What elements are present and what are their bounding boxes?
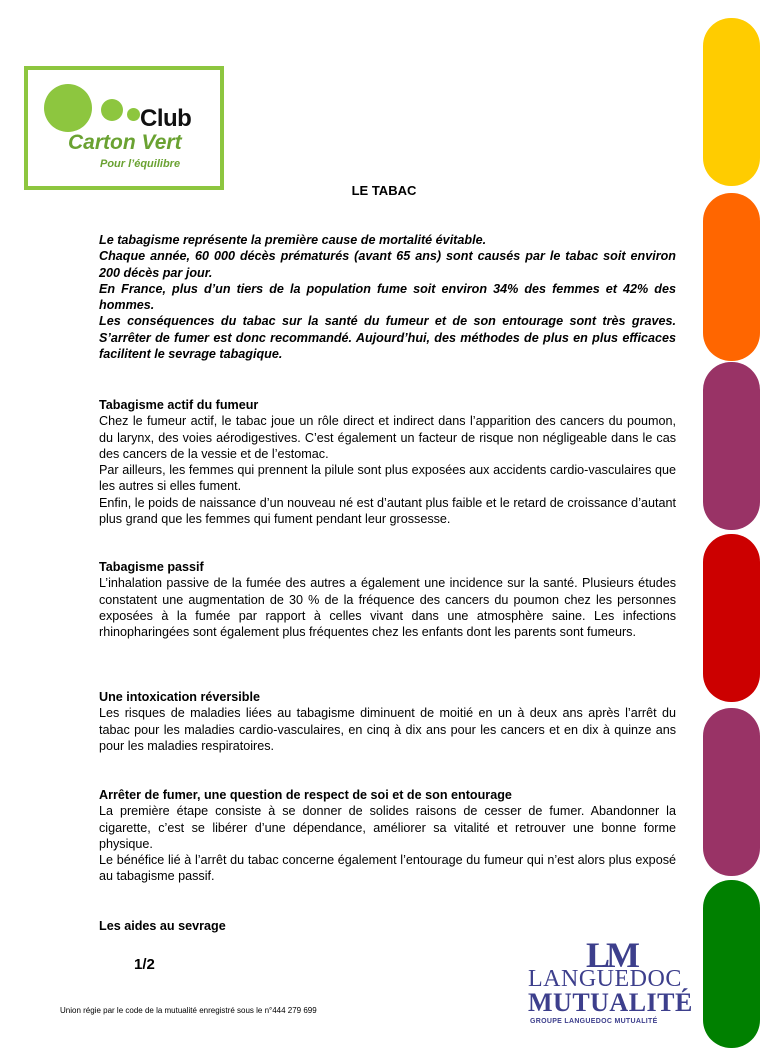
logo-club-text: Club <box>140 105 192 132</box>
logo-dot-medium <box>101 99 123 121</box>
footer-legal: Union régie par le code de la mutualité enregistré sous le n°444 279 699 <box>60 1006 317 1015</box>
section-aides-sevrage <box>99 918 676 934</box>
brand-line-2: MUTUALITÉ <box>528 988 693 1017</box>
section-paragraph: Le bénéfice lié à l’arrêt du tabac concerne également l’entourage du fumeur qui n’est alors plus exposé au tabagisme passif. <box>99 853 676 884</box>
section-paragraph: La première étape consiste à se donner de solides raisons de cesser de fumer. Abandonner la cigarette, c’est se libérer d’une dépendance, améliorer sa vitalité et retrouver une bonne forme physique. <box>99 804 676 851</box>
section-tabagisme-passif <box>99 559 676 640</box>
section-paragraph: L’inhalation passive de la fumée des autres a également une incidence sur la santé. Plusieurs études constatent une augmentation de 30 % de la fréquence des cancers du poumon chez les personnes exposées à la fumée par rapport à celles vivant dans une atmosphère saine. Les infections rhinopharingées sont également plus fréquentes chez les enfants dont les parents sont fumeurs. <box>99 576 676 640</box>
languedoc-mutualite-logo <box>526 934 693 1025</box>
section-arreter-de-fumer <box>99 787 676 885</box>
intro-line-3: En France, plus d’un tiers de la population fume soit environ 34% des femmes et 42% des hommes. <box>99 281 676 313</box>
section-paragraph: Les risques de maladies liées au tabagisme diminuent de moitié en un à deux ans après l’arrêt du tabac pour les maladies cardio-vasculaires, en cinq à dix ans pour les cancers et en dix à quinze ans pour les maladies respiratoires. <box>99 706 676 753</box>
section-tabagisme-actif <box>99 397 676 527</box>
section-heading: Une intoxication réversible <box>99 690 260 704</box>
logo-tagline: Pour l’équilibre <box>100 158 181 170</box>
page-number: 1/2 <box>134 956 155 973</box>
section-heading: Tabagisme passif <box>99 560 204 574</box>
section-intoxication-reversible <box>99 689 676 754</box>
section-heading: Arrêter de fumer, une question de respect de soi et de son entourage <box>99 788 512 802</box>
section-heading: Tabagisme actif du fumeur <box>99 398 259 412</box>
section-paragraph: Enfin, le poids de naissance d’un nouveau né est d’autant plus faible et le retard de croissance d’autant plus grand que les femmes qui fument pendant leur grossesse. <box>99 495 676 527</box>
brand-line-1: LANGUEDOC <box>528 966 682 992</box>
intro-block <box>99 232 676 362</box>
intro-line-2: Chaque année, 60 000 décès prématurés (avant 65 ans) sont causés par le tabac soit environ 200 décès par jour. <box>99 249 676 280</box>
logo-dot-large <box>44 84 92 132</box>
intro-line-4: Les conséquences du tabac sur la santé du fumeur et de son entourage sont très graves. S’arrêter de fumer est donc recommandé. Aujourd’hui, des méthodes de plus en plus efficaces facilitent le sevrage tabagique. <box>99 314 676 362</box>
logo-carton-text: Carton Vert <box>68 131 182 154</box>
brand-line-3: GROUPE LANGUEDOC MUTUALITÉ <box>530 1018 658 1025</box>
capsule-orange <box>703 193 760 361</box>
capsule-red <box>703 534 760 702</box>
section-paragraph: Par ailleurs, les femmes qui prennent la pilule sont plus exposées aux accidents cardio-vasculaires que les autres si elles fument. <box>99 463 676 494</box>
intro-line-1: Le tabagisme représente la première cause de mortalité évitable. <box>99 233 487 247</box>
club-carton-vert-logo <box>24 66 224 190</box>
capsule-purple-1 <box>703 362 760 530</box>
section-paragraph: Chez le fumeur actif, le tabac joue un rôle direct et indirect dans l’apparition des cancers du poumon, du larynx, des voies aérodigestives. C’est également un facteur de risque non négligeable dans le cas des cancers de la vessie et de l’estomac. <box>99 414 676 461</box>
capsule-green <box>703 880 760 1048</box>
logo-dot-small <box>127 108 140 121</box>
section-heading: Les aides au sevrage <box>99 919 226 933</box>
lm-mark: LM <box>586 935 636 975</box>
capsule-purple-2 <box>703 708 760 876</box>
capsule-yellow <box>703 18 760 186</box>
page-title: LE TABAC <box>351 183 417 198</box>
